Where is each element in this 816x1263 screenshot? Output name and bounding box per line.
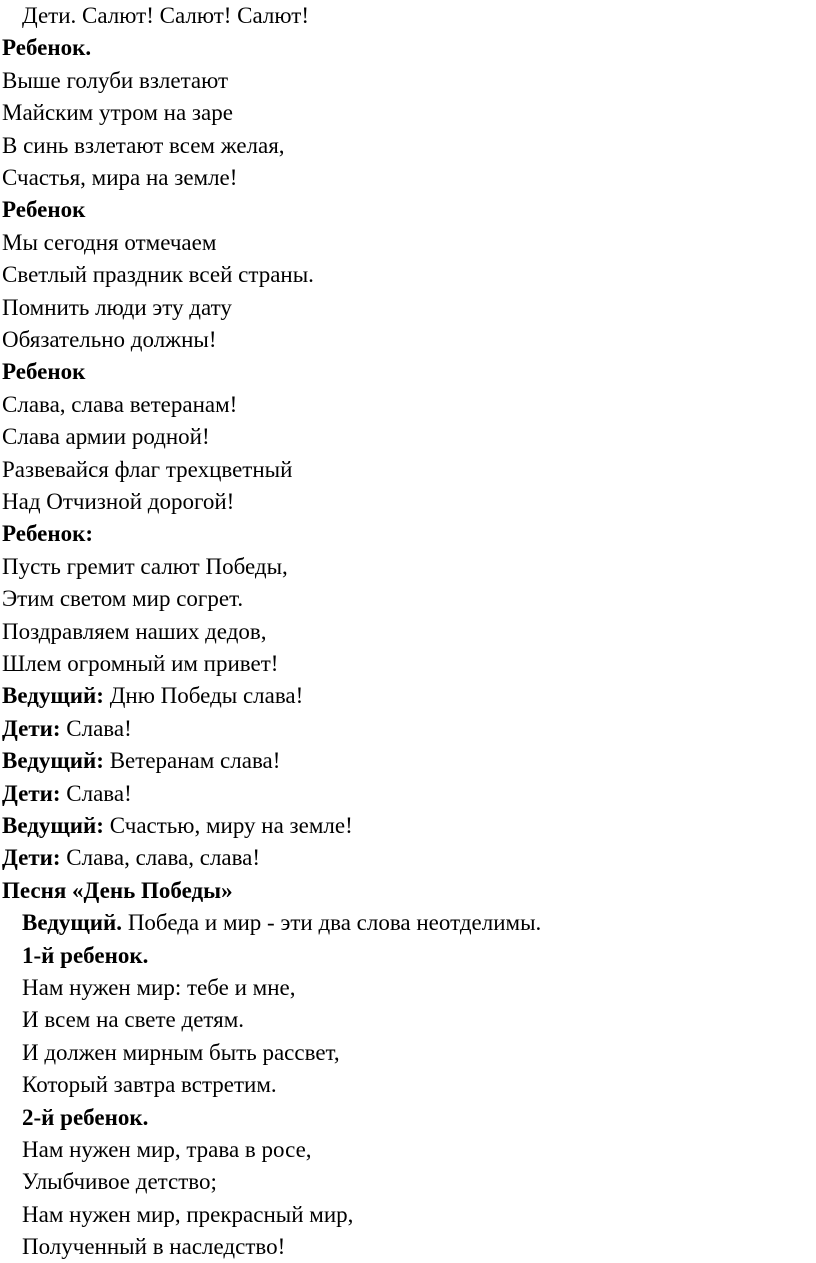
line-text: Поздравляем наших дедов, (2, 618, 267, 644)
speaker-label: Дети: (2, 845, 61, 871)
text-line (2, 778, 132, 810)
text-line (2, 842, 260, 874)
line-text: Нам нужен мир, прекрасный мир, (22, 1201, 354, 1227)
speaker-label: Ребенок (2, 197, 86, 223)
text-line (2, 810, 353, 842)
text-line (2, 97, 233, 129)
line-text: Ветеранам слава! (103, 748, 281, 774)
text-line (2, 648, 278, 680)
text-line (2, 65, 228, 97)
text-line (22, 907, 541, 939)
text-line (22, 0, 309, 32)
text-line (2, 324, 217, 356)
line-text: Слава, слава, слава! (60, 845, 261, 871)
line-text: Слава! (60, 780, 132, 806)
line-text: Дню Победы слава! (103, 683, 304, 709)
speaker-heading (2, 875, 233, 907)
line-text: Помнить люди эту дату (2, 294, 232, 320)
line-text: Слава, слава ветеранам! (2, 391, 238, 417)
line-text: Развевайся флаг трехцветный (2, 456, 293, 482)
speaker-heading (22, 1102, 148, 1134)
text-line (2, 583, 243, 615)
text-line (2, 713, 132, 745)
text-line (2, 616, 267, 648)
line-text: Над Отчизной дорогой! (2, 489, 235, 514)
text-line (2, 454, 292, 486)
text-line (2, 130, 285, 162)
line-text: Пусть гремит салют Победы, (2, 553, 288, 579)
text-line (2, 421, 210, 453)
line-text: И всем на свете детям. (22, 1007, 245, 1033)
text-line (22, 1166, 217, 1198)
speaker-label: Дети: (2, 715, 61, 741)
line-text: Светлый праздник всей страны. (2, 262, 314, 288)
text-line (22, 1134, 312, 1166)
text-line (2, 486, 234, 518)
speaker-label: Песня «День Победы» (2, 877, 233, 903)
text-line (22, 1199, 353, 1231)
speaker-heading (2, 32, 91, 64)
speaker-heading (2, 356, 85, 388)
line-text: Мы сегодня отмечаем (2, 229, 217, 255)
speaker-label: 2-й ребенок. (22, 1104, 149, 1130)
text-line (2, 259, 314, 291)
speaker-label: 1-й ребенок. (22, 942, 149, 968)
speaker-heading (2, 518, 93, 550)
line-text: И должен мирным быть рассвет, (22, 1039, 340, 1065)
line-text: Нам нужен мир, трава в росе, (22, 1137, 312, 1162)
line-text: Нам нужен мир: тебе и мне, (22, 975, 296, 1000)
line-text: Который завтра встретим. (22, 1072, 277, 1098)
text-line (2, 551, 288, 583)
text-line (2, 389, 237, 421)
text-line (22, 1069, 277, 1101)
line-text: Выше голуби взлетают (2, 67, 229, 93)
line-text: Полученный в наследство! (22, 1234, 286, 1260)
line-text: Этим светом мир согрет. (2, 586, 244, 612)
line-text: Счастью, миру на земле! (103, 813, 353, 838)
speaker-label: Ребенок: (2, 521, 94, 547)
text-line (2, 227, 216, 259)
speaker-heading (22, 940, 148, 972)
line-text: Обязательно должны! (2, 327, 217, 352)
text-line (22, 1004, 244, 1036)
line-text: Шлем огромный им привет! (2, 651, 279, 676)
speaker-label: Ведущий: (2, 683, 104, 709)
text-line (2, 162, 237, 194)
speaker-label: Ребенок. (2, 35, 92, 61)
speaker-heading (2, 194, 85, 226)
text-line (2, 292, 232, 324)
speaker-label: Ведущий. (22, 910, 123, 936)
speaker-label: Ведущий: (2, 813, 104, 838)
line-text: Улыбчивое детство; (22, 1169, 217, 1195)
line-text: Счастья, мира на земле! (2, 165, 238, 190)
speaker-label: Дети: (2, 780, 61, 806)
text-line (22, 1231, 285, 1263)
speaker-label: Ребенок (2, 359, 86, 385)
text-line (2, 745, 280, 777)
line-text: В синь взлетают всем желая, (2, 132, 285, 158)
speaker-label: Ведущий: (2, 748, 104, 774)
line-text: Победа и мир - эти два слова неотделимы. (122, 910, 542, 936)
text-line (2, 680, 303, 712)
line-text: Слава армии родной! (2, 424, 210, 450)
text-line (22, 1037, 340, 1069)
line-text: Слава! (60, 715, 132, 741)
line-text: Дети. Салют! Салют! Салют! (22, 3, 309, 28)
text-line (22, 972, 295, 1004)
line-text: Майским утром на заре (2, 100, 233, 126)
